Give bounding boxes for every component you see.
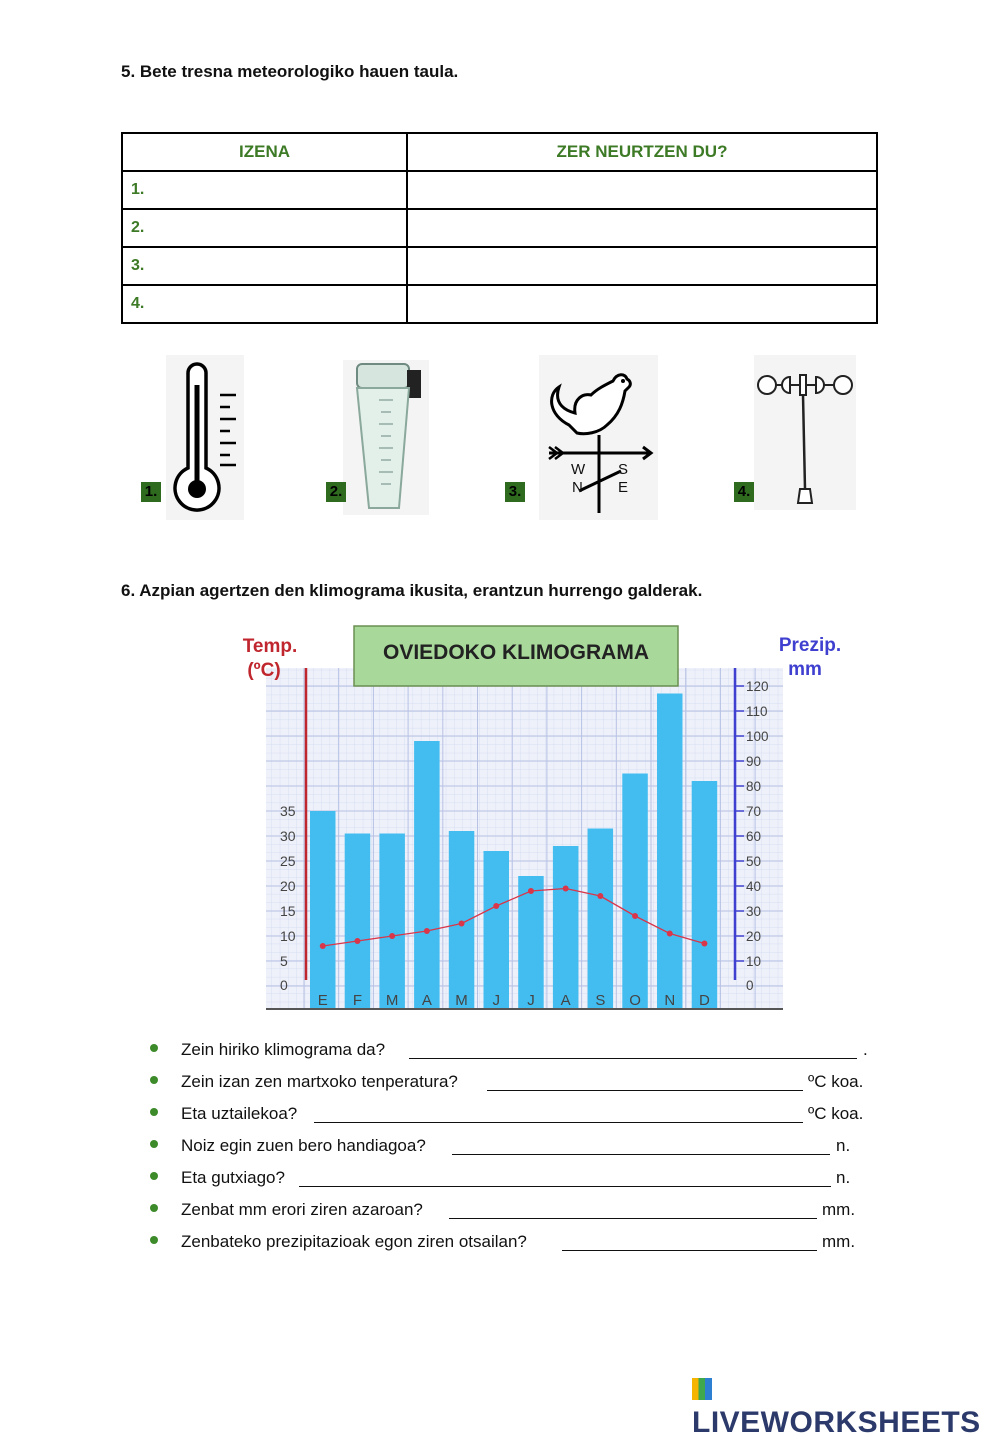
bullet-icon: [150, 1236, 158, 1244]
answer-line-5[interactable]: [299, 1186, 831, 1187]
question-text: Zein hiriko klimograma da?: [181, 1040, 386, 1059]
thermometer-icon: [166, 355, 244, 520]
left-tick-label: 25: [280, 853, 296, 869]
precipitation-bar-3: [379, 834, 405, 1009]
answer-suffix: ºC koa.: [808, 1072, 864, 1091]
precipitation-bar-4: [414, 741, 440, 1008]
instrument-label-2: 2.: [326, 482, 346, 502]
header-zer-neurtzen: ZER NEURTZEN DU?: [407, 133, 877, 171]
temperature-point-1: [320, 943, 326, 949]
vane-letter-n: N: [572, 479, 583, 496]
answer-suffix: .: [863, 1040, 868, 1059]
list-item: [150, 1104, 880, 1136]
answer-line-4[interactable]: [452, 1154, 830, 1155]
temperature-point-11: [667, 931, 673, 937]
answer-suffix: mm.: [822, 1200, 856, 1219]
right-tick-label: 30: [746, 904, 762, 919]
question-text: Eta gutxiago?: [181, 1168, 285, 1187]
left-tick-label: 20: [280, 878, 296, 894]
x-tick-label: M: [385, 992, 399, 1009]
answer-suffix: n.: [836, 1168, 851, 1187]
row-1-name-cell[interactable]: 1.: [122, 171, 407, 209]
x-tick-label: D: [699, 992, 710, 1009]
x-tick-label: M: [455, 992, 468, 1009]
answer-suffix: n.: [836, 1136, 851, 1155]
list-item: [150, 1232, 880, 1264]
temperature-point-7: [528, 888, 534, 894]
header-izena: IZENA: [122, 133, 407, 171]
q6-title: 6. Azpian agertzen den klimograma ikusita, erantzun hurrengo galderak.: [121, 581, 703, 600]
q5-title: 5. Bete tresna meteorologiko hauen taula.: [121, 62, 459, 81]
anemometer-icon: [754, 355, 856, 510]
row-3-name-cell[interactable]: 3.: [122, 247, 407, 285]
x-tick-label: N: [664, 992, 676, 1009]
question-text: Eta uztailekoa?: [181, 1104, 298, 1123]
temperature-point-6: [493, 903, 499, 909]
table-row: [122, 171, 877, 209]
right-tick-label: 50: [746, 854, 762, 869]
x-tick-label: E: [317, 992, 328, 1009]
vane-letter-s: S: [618, 461, 629, 478]
precipitation-bar-11: [657, 694, 683, 1009]
table-header-row: [122, 133, 877, 171]
right-axis-label-1: Prezip.: [778, 635, 842, 656]
right-tick-label: 110: [746, 704, 768, 719]
precipitation-bar-1: [310, 811, 336, 1008]
temperature-point-3: [389, 933, 395, 939]
climograph-chart: [230, 620, 850, 1020]
precipitation-bar-12: [692, 781, 718, 1008]
answer-line-3[interactable]: [314, 1122, 803, 1123]
chart-title: OVIEDOKO KLIMOGRAMA: [383, 641, 649, 664]
question-text: Noiz egin zuen bero handiagoa?: [181, 1136, 426, 1155]
right-axis-label-2: mm: [788, 659, 822, 680]
right-tick-label: 60: [746, 829, 762, 844]
bullet-icon: [150, 1076, 158, 1084]
instruments-table: [121, 132, 878, 324]
answer-line-1[interactable]: [409, 1058, 857, 1059]
left-axis-label-1: Temp.: [242, 636, 298, 657]
temperature-point-12: [701, 941, 707, 947]
instrument-label-1: 1.: [141, 482, 161, 502]
x-tick-label: F: [352, 992, 363, 1009]
temperature-point-10: [632, 913, 638, 919]
x-tick-label: J: [527, 992, 535, 1009]
list-item: [150, 1136, 880, 1168]
answer-line-6[interactable]: [449, 1218, 817, 1219]
precipitation-bar-7: [518, 876, 544, 1008]
temperature-point-9: [597, 893, 603, 899]
question-text: Zenbat mm erori ziren azaroan?: [181, 1200, 423, 1219]
x-tick-label: J: [492, 992, 500, 1009]
left-tick-label: 15: [280, 903, 296, 919]
x-tick-label: A: [421, 992, 432, 1009]
row-1-answer-cell[interactable]: [407, 171, 877, 209]
question-list: [150, 1040, 880, 1264]
x-tick-label: A: [560, 992, 571, 1009]
logo-mark-icon: [692, 1378, 712, 1400]
left-tick-label: 0: [280, 977, 288, 993]
bullet-icon: [150, 1044, 158, 1052]
table-row: [122, 209, 877, 247]
liveworksheets-logo: LIVEWORKSHEETS: [692, 1372, 999, 1440]
row-2-name-cell[interactable]: 2.: [122, 209, 407, 247]
right-tick-label: 70: [746, 804, 762, 819]
vane-letter-e: E: [618, 479, 629, 496]
right-tick-label: 100: [746, 729, 769, 744]
temperature-point-2: [354, 938, 360, 944]
instrument-label-4: 4.: [734, 482, 754, 502]
answer-line-2[interactable]: [487, 1090, 803, 1091]
temperature-point-5: [459, 921, 465, 927]
question-text: Zenbateko prezipitazioak egon ziren otsailan?: [181, 1232, 527, 1251]
left-axis-label-2: (ºC): [247, 660, 281, 681]
precipitation-bar-10: [622, 774, 648, 1009]
weather-vane-icon: [539, 355, 658, 520]
list-item: [150, 1168, 880, 1200]
list-item: [150, 1200, 880, 1232]
right-tick-label: 80: [746, 779, 762, 794]
right-tick-label: 20: [746, 929, 762, 944]
temperature-point-4: [424, 928, 430, 934]
left-tick-label: 30: [280, 828, 296, 844]
row-2-answer-cell[interactable]: [407, 209, 877, 247]
right-tick-label: 10: [746, 954, 762, 969]
list-item: [150, 1072, 880, 1104]
rain-gauge-icon: [343, 360, 429, 515]
left-tick-label: 35: [280, 803, 296, 819]
row-4-answer-cell[interactable]: [407, 285, 877, 323]
answer-line-7[interactable]: [562, 1250, 817, 1251]
bullet-icon: [150, 1204, 158, 1212]
temperature-point-8: [563, 886, 569, 892]
instrument-label-3: 3.: [505, 482, 525, 502]
vane-letter-w: W: [571, 461, 586, 478]
x-tick-label: O: [629, 992, 641, 1009]
row-3-answer-cell[interactable]: [407, 247, 877, 285]
right-tick-label: 40: [746, 879, 762, 894]
precipitation-bar-6: [484, 851, 510, 1008]
bullet-icon: [150, 1140, 158, 1148]
left-tick-label: 10: [280, 928, 296, 944]
answer-suffix: mm.: [822, 1232, 856, 1251]
row-4-name-cell[interactable]: 4.: [122, 285, 407, 323]
bullet-icon: [150, 1108, 158, 1116]
table-row: [122, 285, 877, 323]
right-tick-label: 90: [746, 754, 762, 769]
answer-suffix: ºC koa.: [808, 1104, 864, 1123]
question-text: Zein izan zen martxoko tenperatura?: [181, 1072, 458, 1091]
precipitation-bar-8: [553, 846, 579, 1008]
bullet-icon: [150, 1172, 158, 1180]
x-tick-label: S: [595, 992, 606, 1009]
precipitation-bar-9: [588, 829, 614, 1009]
table-row: [122, 247, 877, 285]
precipitation-bar-2: [345, 834, 371, 1009]
list-item: [150, 1040, 880, 1072]
right-tick-label: 120: [746, 679, 769, 694]
left-tick-label: 5: [280, 953, 288, 969]
right-tick-label: 0: [746, 978, 754, 993]
